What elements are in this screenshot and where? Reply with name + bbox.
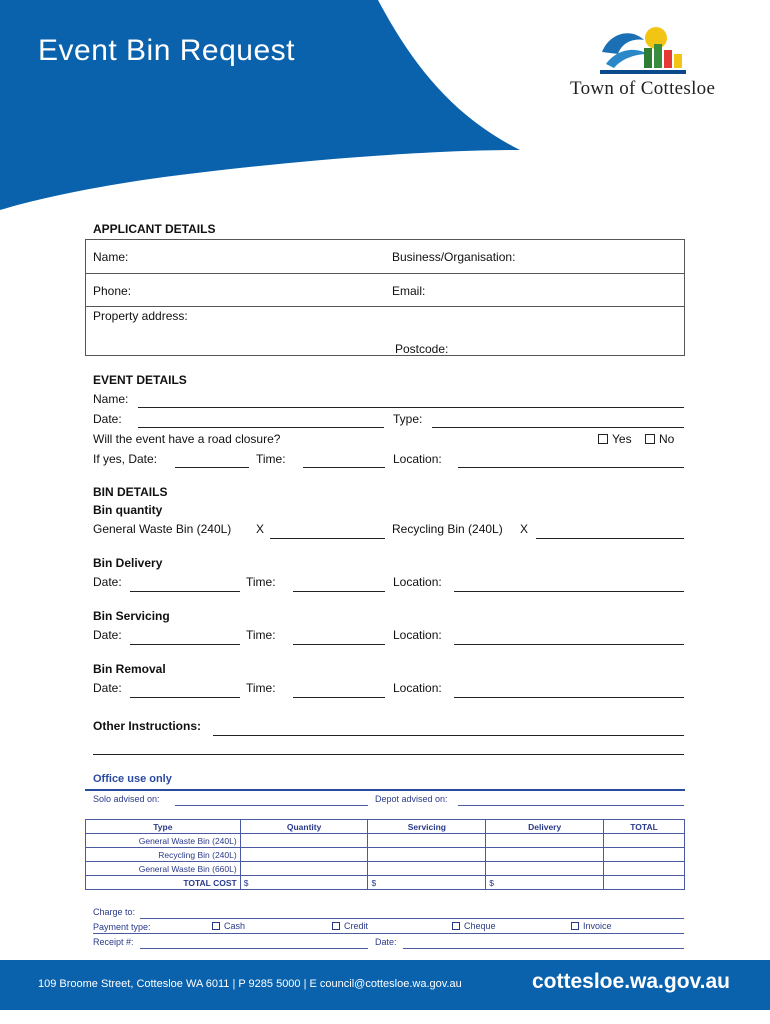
depot-label: Depot advised on: — [375, 794, 448, 804]
removal-time-input[interactable] — [293, 697, 385, 698]
cell[interactable] — [240, 834, 368, 848]
yes-checkbox[interactable] — [598, 434, 608, 444]
road-closure-label: Will the event have a road closure? — [93, 432, 281, 446]
removal-time-label: Time: — [246, 681, 276, 695]
road-closure-yes[interactable]: Yes — [598, 432, 632, 446]
recycling-bin-qty-input[interactable] — [536, 538, 684, 539]
payment-type-label: Payment type: — [93, 922, 151, 932]
bin-quantity-heading: Bin quantity — [93, 503, 163, 517]
solo-input[interactable] — [175, 805, 368, 806]
row-type: General Waste Bin (240L) — [86, 834, 241, 848]
cell[interactable] — [240, 862, 368, 876]
table-row — [86, 862, 685, 876]
applicant-name-field[interactable]: Name: — [93, 250, 129, 264]
delivery-location-label: Location: — [393, 575, 442, 589]
general-bin-qty-input[interactable] — [270, 538, 385, 539]
cell[interactable] — [368, 834, 486, 848]
closure-date-label: If yes, Date: — [93, 452, 158, 466]
receipt-label: Receipt #: — [93, 937, 134, 947]
credit-checkbox[interactable] — [332, 922, 340, 930]
table-row-total — [86, 876, 685, 890]
event-name-input[interactable] — [138, 407, 684, 408]
delivery-location-input[interactable] — [454, 591, 684, 592]
applicant-heading: APPLICANT DETAILS — [93, 222, 216, 236]
cheque-checkbox[interactable] — [452, 922, 460, 930]
page-title: Event Bin Request — [38, 34, 295, 67]
removal-date-input[interactable] — [130, 697, 240, 698]
event-date-label: Date: — [93, 412, 122, 426]
applicant-box — [85, 239, 685, 356]
solo-label: Solo advised on: — [93, 794, 160, 804]
general-bin-x: X — [256, 522, 265, 536]
charge-to-label: Charge to: — [93, 907, 136, 917]
cell[interactable] — [368, 862, 486, 876]
cell[interactable] — [368, 848, 486, 862]
cash-option[interactable]: Cash — [212, 921, 245, 931]
col-total: TOTAL — [604, 820, 685, 834]
event-type-input[interactable] — [432, 427, 684, 428]
charge-to-input[interactable] — [140, 918, 684, 919]
other-instructions-label: Other Instructions: — [93, 719, 202, 733]
road-closure-no[interactable]: No — [645, 432, 674, 446]
other-instructions-input[interactable] — [213, 735, 684, 736]
servicing-time-input[interactable] — [293, 644, 385, 645]
servicing-location-label: Location: — [393, 628, 442, 642]
col-quantity: Quantity — [240, 820, 368, 834]
office-heading: Office use only — [93, 773, 172, 785]
cell[interactable] — [486, 862, 604, 876]
invoice-option[interactable]: Invoice — [571, 921, 612, 931]
footer-website-link[interactable]: cottesloe.wa.gov.au — [532, 970, 730, 993]
removal-heading: Bin Removal — [93, 662, 166, 676]
address-field[interactable]: Property address: — [93, 309, 188, 323]
cash-checkbox[interactable] — [212, 922, 220, 930]
phone-field[interactable]: Phone: — [93, 284, 132, 298]
credit-option[interactable]: Credit — [332, 921, 368, 931]
removal-location-label: Location: — [393, 681, 442, 695]
recycling-bin-x: X — [520, 522, 529, 536]
cell[interactable] — [486, 834, 604, 848]
delivery-time-input[interactable] — [293, 591, 385, 592]
delivery-heading: Bin Delivery — [93, 556, 163, 570]
cell[interactable] — [240, 848, 368, 862]
cell[interactable] — [604, 862, 685, 876]
event-name-label: Name: — [93, 392, 129, 406]
total-cost-label: TOTAL COST — [86, 876, 241, 890]
total-cell[interactable] — [604, 876, 685, 890]
removal-location-input[interactable] — [454, 697, 684, 698]
cell[interactable] — [604, 848, 685, 862]
divider — [85, 273, 685, 274]
postcode-field[interactable]: Postcode: — [395, 342, 449, 356]
total-quantity-cell[interactable]: $ — [240, 876, 368, 890]
cheque-option[interactable]: Cheque — [452, 921, 496, 931]
logo-text: Town of Cottesloe — [570, 78, 716, 99]
office-date-label: Date: — [375, 937, 397, 947]
row-type: General Waste Bin (660L) — [86, 862, 241, 876]
closure-location-input[interactable] — [458, 467, 684, 468]
closure-time-label: Time: — [256, 452, 286, 466]
other-instructions-input-line2[interactable] — [93, 754, 684, 755]
office-divider — [85, 789, 685, 791]
delivery-date-input[interactable] — [130, 591, 240, 592]
recycling-bin-label: Recycling Bin (240L) — [392, 522, 503, 536]
closure-date-input[interactable] — [175, 467, 249, 468]
servicing-date-input[interactable] — [130, 644, 240, 645]
office-cost-table — [85, 819, 685, 890]
invoice-checkbox[interactable] — [571, 922, 579, 930]
event-heading: EVENT DETAILS — [93, 373, 187, 387]
no-checkbox[interactable] — [645, 434, 655, 444]
bin-heading: BIN DETAILS — [93, 485, 168, 499]
payment-divider — [93, 933, 684, 934]
office-date-input[interactable] — [403, 948, 684, 949]
table-row — [86, 848, 685, 862]
closure-location-label: Location: — [393, 452, 442, 466]
event-type-label: Type: — [393, 412, 423, 426]
cell[interactable] — [604, 834, 685, 848]
receipt-input[interactable] — [140, 948, 368, 949]
email-field[interactable]: Email: — [392, 284, 426, 298]
servicing-location-input[interactable] — [454, 644, 684, 645]
servicing-heading: Bin Servicing — [93, 609, 170, 623]
row-type: Recycling Bin (240L) — [86, 848, 241, 862]
delivery-date-label: Date: — [93, 575, 122, 589]
depot-input[interactable] — [458, 805, 684, 806]
col-delivery: Delivery — [486, 820, 604, 834]
footer-contact: 109 Broome Street, Cottesloe WA 6011 | P 9285 5000 | E council@cottesloe.wa.gov.au — [38, 978, 462, 990]
col-servicing: Servicing — [368, 820, 486, 834]
total-servicing-cell[interactable]: $ — [368, 876, 486, 890]
general-bin-label: General Waste Bin (240L) — [93, 522, 232, 536]
total-delivery-cell[interactable]: $ — [486, 876, 604, 890]
business-field[interactable]: Business/Organisation: — [392, 250, 516, 264]
removal-date-label: Date: — [93, 681, 122, 695]
servicing-time-label: Time: — [246, 628, 276, 642]
footer-bar — [0, 960, 770, 1010]
divider — [85, 306, 685, 307]
closure-time-input[interactable] — [303, 467, 385, 468]
council-logo-icon — [598, 24, 688, 76]
cell[interactable] — [486, 848, 604, 862]
delivery-time-label: Time: — [246, 575, 276, 589]
table-row — [86, 834, 685, 848]
servicing-date-label: Date: — [93, 628, 122, 642]
col-type: Type — [86, 820, 241, 834]
event-date-input[interactable] — [138, 427, 384, 428]
